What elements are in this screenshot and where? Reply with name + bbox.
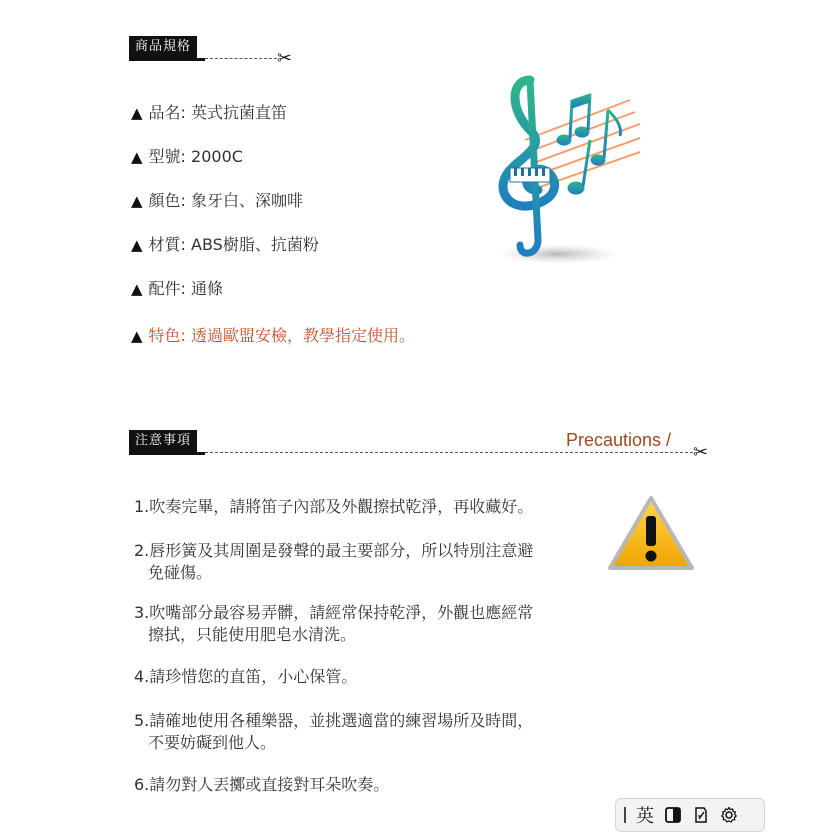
half-width-toggle-icon[interactable] [664,806,682,824]
ime-language-toggle[interactable]: 英 [636,806,654,827]
gear-icon[interactable] [720,806,738,824]
ime-pad-icon[interactable] [692,806,710,824]
precautions-title: Precautions / [566,430,672,450]
dashed-divider [205,452,693,453]
tag-underline [129,58,205,61]
precaution-item-2: 2.唇形簧及其周圍是發聲的最主要部分，所以特別注意避 免碰傷。 [134,541,534,582]
treble-clef-notes-icon [490,70,650,270]
scissors-icon: ✂ [277,48,293,69]
precaution-item-4: 4.請珍惜您的直笛，小心保管。 [134,667,358,686]
precaution-item-1: 1.吹奏完畢，請將笛子內部及外觀擦拭乾淨，再收藏好。 [134,497,534,516]
triangle-bullet-icon: ▲ [131,327,143,345]
ime-toolbar[interactable] [615,798,765,832]
spec-item-model: ▲ 型號: 2000C [131,147,243,166]
spec-section-header [129,36,299,69]
spec-item-name: ▲ 品名: 英式抗菌直笛 [131,103,288,122]
spec-item-color: ▲ 顏色: 象牙白、深咖啡 [131,191,304,210]
spec-item-feature: ▲ 特色: 透過歐盟安檢，教學指定使用。 [131,326,416,345]
tag-underline [129,452,205,455]
triangle-bullet-icon: ▲ [131,104,143,122]
triangle-bullet-icon: ▲ [131,192,143,210]
precaution-item-3: 3.吹嘴部分最容易弄髒，請經常保持乾淨，外觀也應經常 擦拭，只能使用肥皂水清洗。 [134,603,534,644]
triangle-bullet-icon: ▲ [131,148,143,166]
triangle-bullet-icon: ▲ [131,236,143,254]
triangle-bullet-icon: ▲ [131,280,143,298]
warning-triangle-icon [606,494,696,572]
precaution-item-6: 6.請勿對人丟擲或直接對耳朵吹奏。 [134,775,390,794]
spec-item-material: ▲ 材質: ABS樹脂、抗菌粉 [131,235,319,254]
dashed-divider [205,58,277,59]
drag-handle[interactable] [624,807,626,823]
scissors-icon: ✂ [693,442,709,463]
spec-item-accessory: ▲ 配件: 通條 [131,279,224,298]
precaution-item-5: 5.請確地使用各種樂器，並挑選適當的練習場所及時間， 不要妨礙到他人。 [134,711,534,752]
precautions-section-tag: 注意事項 [129,430,197,452]
spec-section-tag: 商品規格 [129,36,197,58]
